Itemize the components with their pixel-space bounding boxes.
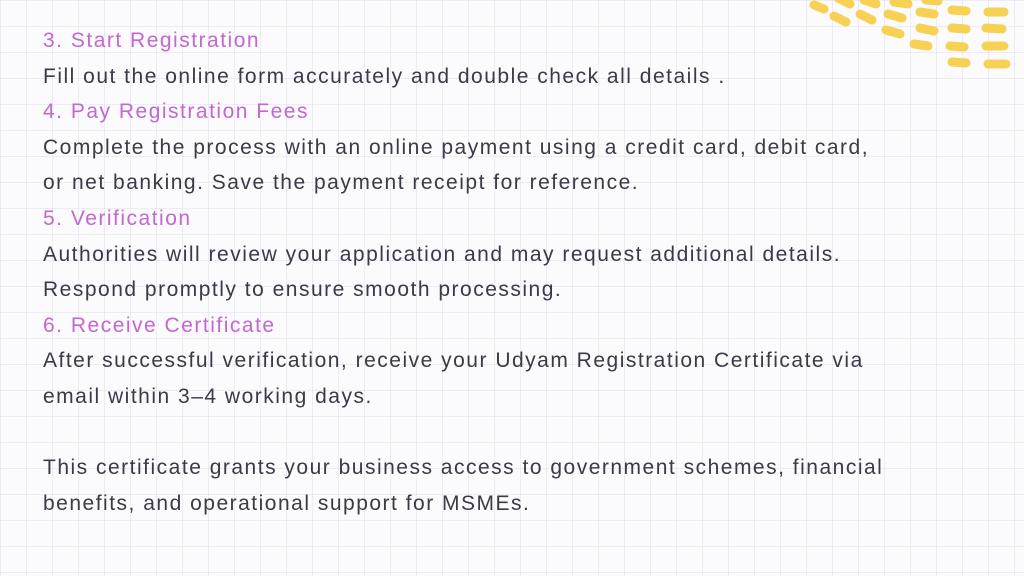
document-body <box>43 23 1003 521</box>
step-4-heading: 4. Pay Registration Fees <box>43 100 309 124</box>
step-5-heading: 5. Verification <box>43 206 192 230</box>
step-5-text-line: Respond promptly to ensure smooth processing. <box>43 278 563 302</box>
paragraph-spacer <box>43 415 1003 451</box>
step-4-text-line: or net banking. Save the payment receipt for reference. <box>43 171 640 195</box>
step-3-heading: 3. Start Registration <box>43 29 261 52</box>
conclusion-text-line: benefits, and operational support for MSMEs. <box>43 491 531 515</box>
step-5-text-line: Authorities will review your application and may request additional details. <box>43 242 842 266</box>
step-3-text-line: Fill out the online form accurately and double check all details . <box>43 64 726 88</box>
step-6-text-line: email within 3–4 working days. <box>43 384 373 408</box>
step-4-text-line: Complete the process with an online payment using a credit card, debit card, <box>43 135 870 159</box>
step-6-heading: 6. Receive Certificate <box>43 313 276 337</box>
step-6-text-line: After successful verification, receive your Udyam Registration Certificate via <box>43 349 864 373</box>
conclusion-text-line: This certificate grants your business access to government schemes, financial <box>43 456 884 480</box>
